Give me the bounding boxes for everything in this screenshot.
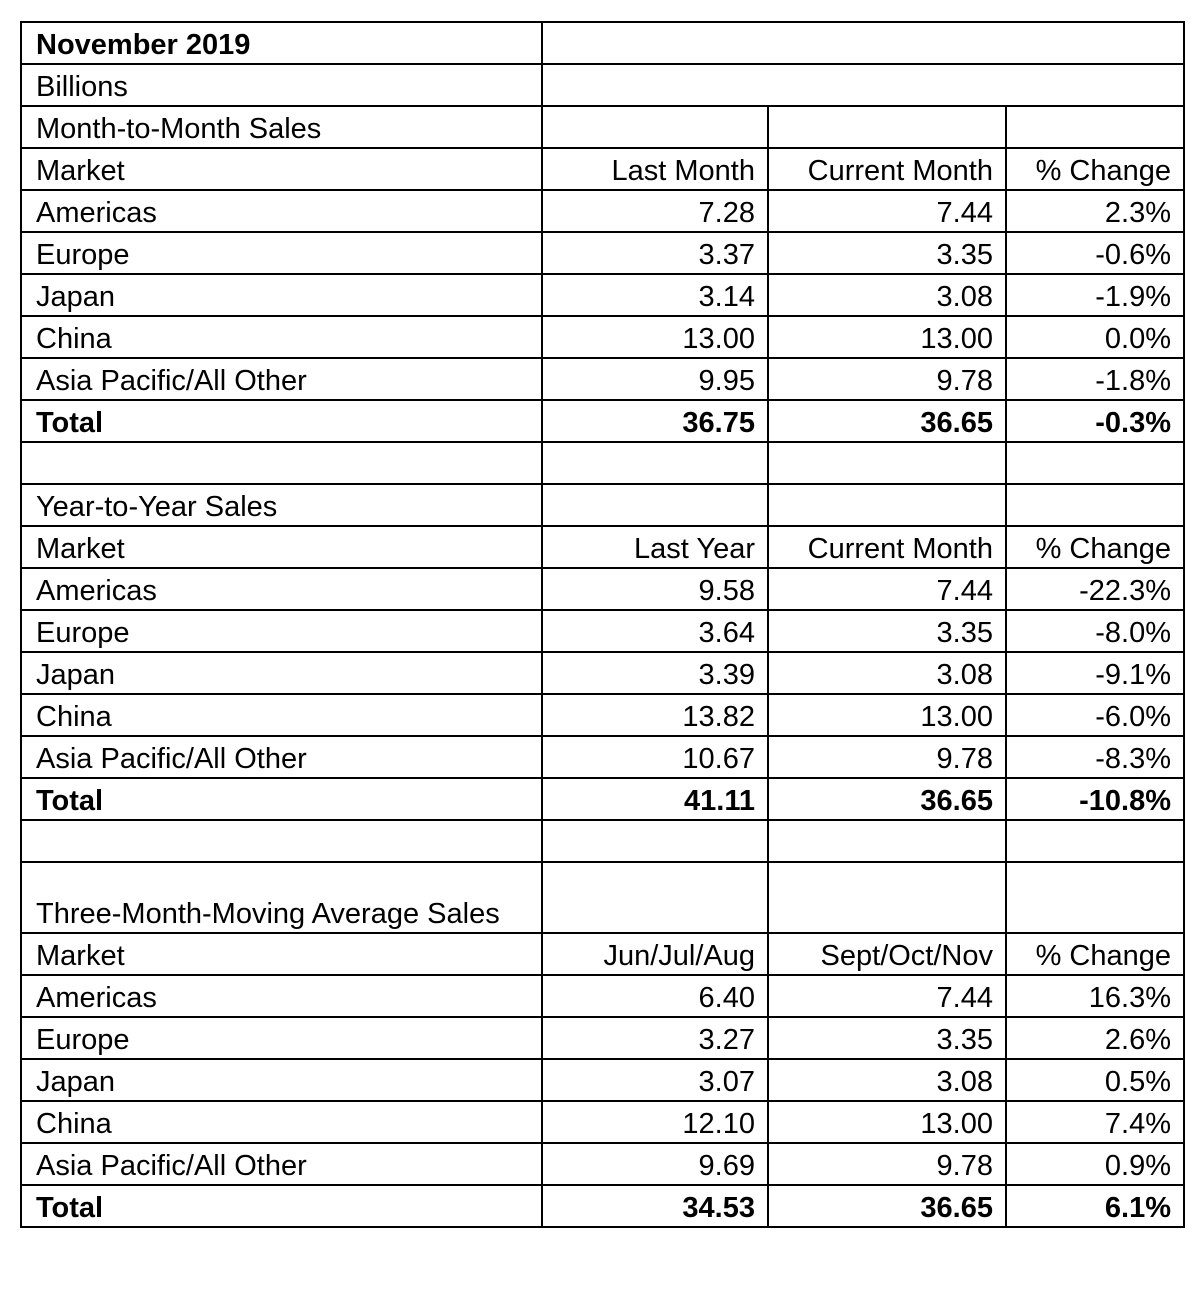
table-row: [21, 568, 1184, 610]
unit-empty-cell: [542, 64, 1184, 106]
spacer-row: [21, 820, 1184, 862]
value-cell: 10.67: [542, 736, 768, 778]
change-cell: 0.0%: [1006, 316, 1184, 358]
market-cell: Asia Pacific/All Other: [21, 358, 542, 400]
change-cell: -0.6%: [1006, 232, 1184, 274]
column-header-row: [21, 933, 1184, 975]
column-header: Sept/Oct/Nov: [768, 933, 1006, 975]
value-cell: 9.78: [768, 1143, 1006, 1185]
total-value: 41.11: [542, 778, 768, 820]
value-cell: 13.00: [542, 316, 768, 358]
table-row: [21, 1017, 1184, 1059]
value-cell: 7.44: [768, 568, 1006, 610]
value-cell: 3.39: [542, 652, 768, 694]
unit-row: [21, 64, 1184, 106]
section-heading: Three-Month-Moving Average Sales: [21, 862, 542, 933]
value-cell: 3.08: [768, 1059, 1006, 1101]
change-cell: 2.3%: [1006, 190, 1184, 232]
value-cell: 9.69: [542, 1143, 768, 1185]
total-label: Total: [21, 1185, 542, 1227]
table-row: [21, 232, 1184, 274]
spacer-row: [21, 442, 1184, 484]
empty-cell: [768, 442, 1006, 484]
total-row: [21, 778, 1184, 820]
empty-cell: [1006, 862, 1184, 933]
empty-cell: [1006, 442, 1184, 484]
value-cell: 13.82: [542, 694, 768, 736]
total-label: Total: [21, 400, 542, 442]
market-cell: Asia Pacific/All Other: [21, 1143, 542, 1185]
section-heading: Year-to-Year Sales: [21, 484, 542, 526]
sales-table: [20, 21, 1185, 1228]
column-header: Last Year: [542, 526, 768, 568]
empty-cell: [542, 862, 768, 933]
total-value: 36.65: [768, 778, 1006, 820]
section-heading-row: [21, 484, 1184, 526]
column-header-row: [21, 526, 1184, 568]
section-heading: Month-to-Month Sales: [21, 106, 542, 148]
market-cell: Europe: [21, 610, 542, 652]
market-cell: China: [21, 1101, 542, 1143]
value-cell: 9.78: [768, 358, 1006, 400]
table-row: [21, 736, 1184, 778]
table-row: [21, 316, 1184, 358]
change-cell: -8.3%: [1006, 736, 1184, 778]
value-cell: 9.58: [542, 568, 768, 610]
table-row: [21, 610, 1184, 652]
empty-cell: [21, 442, 542, 484]
market-cell: China: [21, 316, 542, 358]
empty-cell: [21, 820, 542, 862]
table-row: [21, 694, 1184, 736]
empty-cell: [542, 484, 768, 526]
value-cell: 3.08: [768, 274, 1006, 316]
report-title: November 2019: [21, 22, 542, 64]
change-cell: 2.6%: [1006, 1017, 1184, 1059]
change-cell: -1.8%: [1006, 358, 1184, 400]
table-row: [21, 358, 1184, 400]
column-header: Current Month: [768, 148, 1006, 190]
change-cell: 0.9%: [1006, 1143, 1184, 1185]
unit-label: Billions: [21, 64, 542, 106]
market-cell: Asia Pacific/All Other: [21, 736, 542, 778]
column-header: % Change: [1006, 526, 1184, 568]
market-cell: Americas: [21, 568, 542, 610]
empty-cell: [542, 820, 768, 862]
empty-cell: [768, 862, 1006, 933]
market-cell: Europe: [21, 232, 542, 274]
value-cell: 13.00: [768, 1101, 1006, 1143]
total-change: 6.1%: [1006, 1185, 1184, 1227]
table-row: [21, 190, 1184, 232]
market-cell: Japan: [21, 652, 542, 694]
total-change: -0.3%: [1006, 400, 1184, 442]
value-cell: 3.35: [768, 610, 1006, 652]
empty-cell: [1006, 820, 1184, 862]
market-cell: Japan: [21, 1059, 542, 1101]
empty-cell: [1006, 106, 1184, 148]
value-cell: 6.40: [542, 975, 768, 1017]
table-row: [21, 274, 1184, 316]
table-row: [21, 1101, 1184, 1143]
value-cell: 13.00: [768, 694, 1006, 736]
total-change: -10.8%: [1006, 778, 1184, 820]
section-heading-row: [21, 106, 1184, 148]
empty-cell: [542, 106, 768, 148]
change-cell: -1.9%: [1006, 274, 1184, 316]
column-header: Market: [21, 933, 542, 975]
total-row: [21, 1185, 1184, 1227]
total-value: 34.53: [542, 1185, 768, 1227]
column-header: Market: [21, 148, 542, 190]
empty-cell: [768, 484, 1006, 526]
value-cell: 7.44: [768, 975, 1006, 1017]
value-cell: 3.35: [768, 1017, 1006, 1059]
value-cell: 3.35: [768, 232, 1006, 274]
change-cell: 7.4%: [1006, 1101, 1184, 1143]
title-row: [21, 22, 1184, 64]
market-cell: Europe: [21, 1017, 542, 1059]
value-cell: 3.27: [542, 1017, 768, 1059]
column-header: Last Month: [542, 148, 768, 190]
title-empty-cell: [542, 22, 1184, 64]
value-cell: 3.08: [768, 652, 1006, 694]
total-value: 36.65: [768, 1185, 1006, 1227]
empty-cell: [542, 442, 768, 484]
empty-cell: [768, 106, 1006, 148]
market-cell: Americas: [21, 190, 542, 232]
value-cell: 3.37: [542, 232, 768, 274]
change-cell: 0.5%: [1006, 1059, 1184, 1101]
value-cell: 7.44: [768, 190, 1006, 232]
value-cell: 3.14: [542, 274, 768, 316]
column-header: Jun/Jul/Aug: [542, 933, 768, 975]
section-heading-row: [21, 862, 1184, 933]
total-label: Total: [21, 778, 542, 820]
table-row: [21, 1143, 1184, 1185]
market-cell: China: [21, 694, 542, 736]
column-header: Market: [21, 526, 542, 568]
value-cell: 12.10: [542, 1101, 768, 1143]
change-cell: -22.3%: [1006, 568, 1184, 610]
total-value: 36.75: [542, 400, 768, 442]
table-row: [21, 652, 1184, 694]
table-row: [21, 975, 1184, 1017]
value-cell: 9.95: [542, 358, 768, 400]
total-value: 36.65: [768, 400, 1006, 442]
column-header: % Change: [1006, 933, 1184, 975]
column-header: % Change: [1006, 148, 1184, 190]
value-cell: 3.64: [542, 610, 768, 652]
empty-cell: [768, 820, 1006, 862]
market-cell: Japan: [21, 274, 542, 316]
change-cell: -9.1%: [1006, 652, 1184, 694]
empty-cell: [1006, 484, 1184, 526]
table-row: [21, 1059, 1184, 1101]
market-cell: Americas: [21, 975, 542, 1017]
total-row: [21, 400, 1184, 442]
change-cell: -8.0%: [1006, 610, 1184, 652]
value-cell: 7.28: [542, 190, 768, 232]
change-cell: 16.3%: [1006, 975, 1184, 1017]
value-cell: 3.07: [542, 1059, 768, 1101]
value-cell: 13.00: [768, 316, 1006, 358]
column-header: Current Month: [768, 526, 1006, 568]
value-cell: 9.78: [768, 736, 1006, 778]
column-header-row: [21, 148, 1184, 190]
change-cell: -6.0%: [1006, 694, 1184, 736]
